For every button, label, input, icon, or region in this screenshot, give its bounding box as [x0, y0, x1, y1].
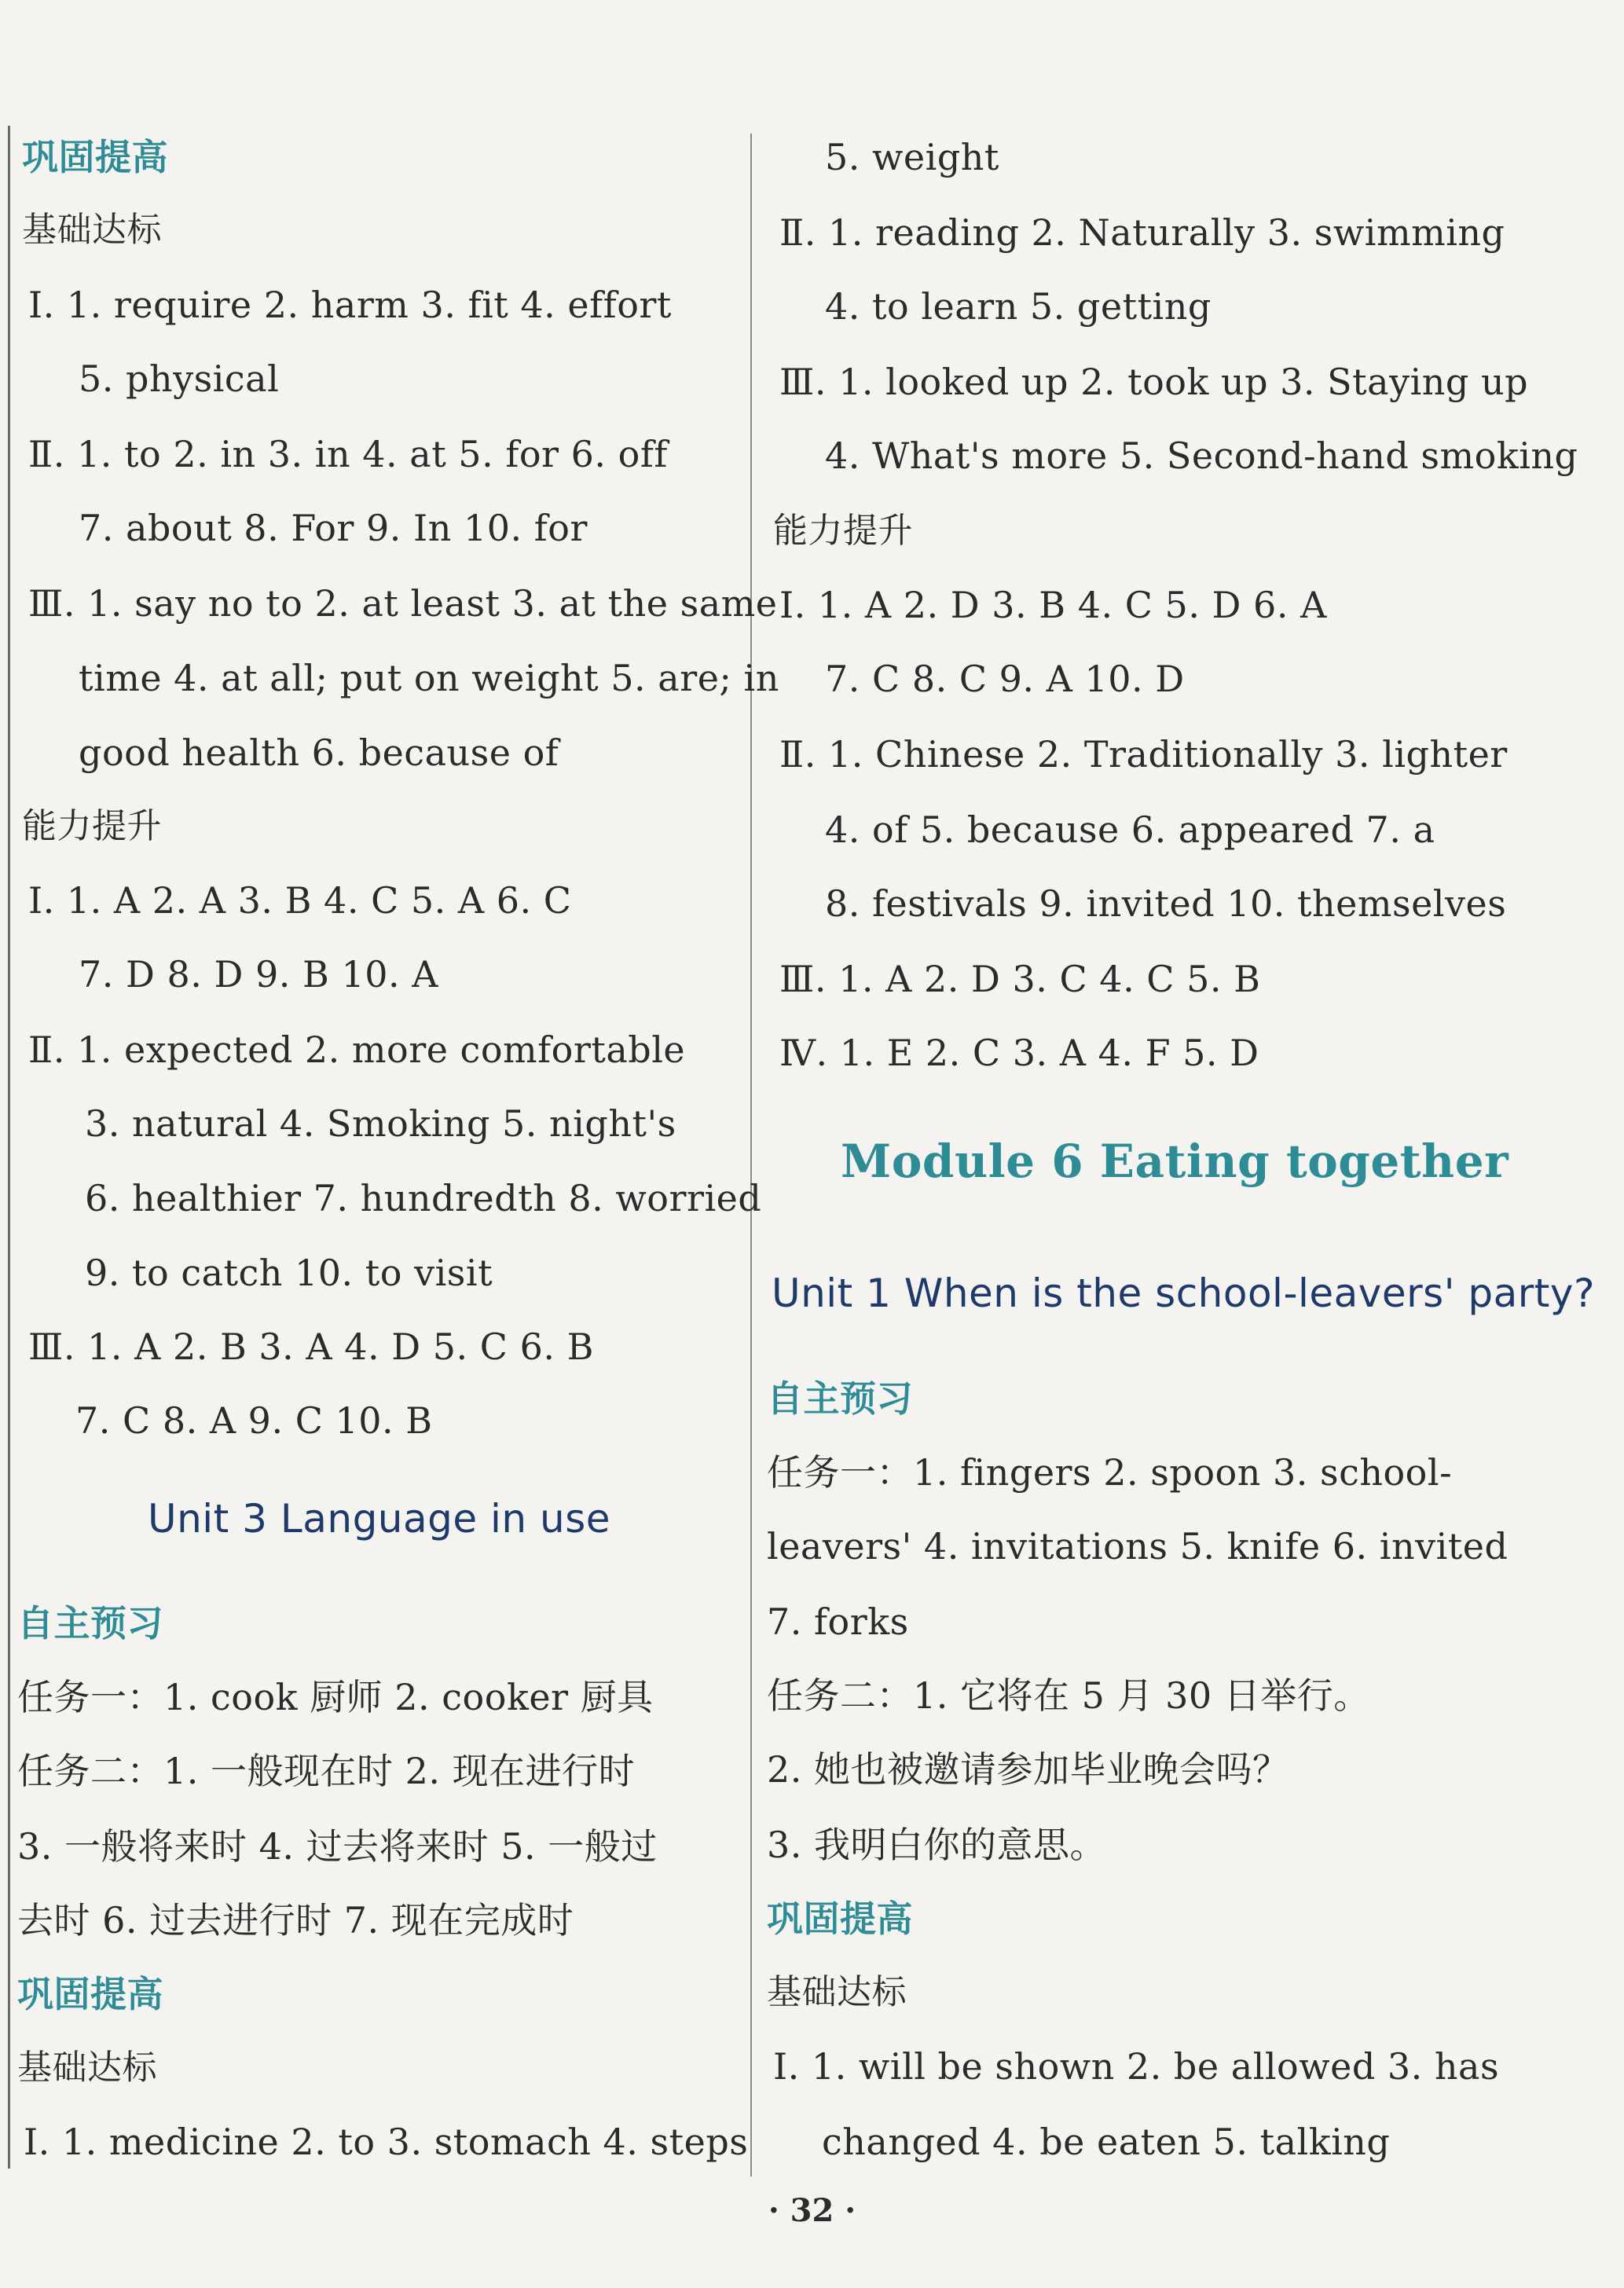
- subsection-heading: 基础达标: [22, 210, 162, 250]
- answer-line: 2. 她也被邀请参加毕业晚会吗？: [767, 1748, 1289, 1791]
- subsection-heading: 基础达标: [767, 1972, 907, 2012]
- answer-line: good health 6. because of: [79, 732, 559, 774]
- answer-line: 8. festivals 9. invited 10. themselves: [825, 882, 1507, 925]
- answer-line: changed 4. be eaten 5. talking: [822, 2121, 1391, 2163]
- answer-line: 任务二：1. 它将在 5 月 30 日举行。: [767, 1674, 1370, 1717]
- unit-title: Unit 3 Language in use: [148, 1496, 611, 1542]
- answer-line: 5. physical: [79, 358, 280, 400]
- answer-line: Ⅲ. 1. A 2. D 3. C 4. C 5. B: [779, 958, 1261, 1000]
- answer-line: Ⅲ. 1. say no to 2. at least 3. at the same: [28, 582, 778, 625]
- section-heading: 巩固提高: [767, 1898, 913, 1940]
- left-margin-rule: [8, 126, 10, 2169]
- answer-line: 任务二：1. 一般现在时 2. 现在进行时: [17, 1750, 636, 1792]
- answer-line: Ⅰ. 1. medicine 2. to 3. stomach 4. steps: [24, 2121, 749, 2163]
- answer-line: 9. to catch 10. to visit: [85, 1252, 493, 1294]
- answer-line: 7. C 8. A 9. C 10. B: [75, 1399, 433, 1442]
- answer-line: leavers' 4. invitations 5. knife 6. invited: [767, 1525, 1509, 1568]
- module-title: Module 6 Eating together: [841, 1135, 1509, 1188]
- subsection-heading: 基础达标: [17, 2048, 157, 2088]
- answer-line: Ⅰ. 1. will be shown 2. be allowed 3. has: [773, 2045, 1500, 2088]
- subsection-heading: 能力提升: [773, 511, 913, 551]
- section-heading: 自主预习: [17, 1602, 163, 1644]
- answer-line: 4. to learn 5. getting: [825, 285, 1212, 328]
- answer-line: 7. D 8. D 9. B 10. A: [79, 953, 438, 996]
- answer-line: Ⅱ. 1. reading 2. Naturally 3. swimming: [779, 211, 1505, 254]
- subsection-heading: 能力提升: [22, 806, 162, 846]
- answer-line: time 4. at all; put on weight 5. are; in: [79, 657, 779, 699]
- answer-line: 任务一：1. cook 厨师 2. cooker 厨具: [17, 1676, 654, 1718]
- section-heading: 巩固提高: [22, 136, 168, 178]
- answer-line: Ⅰ. 1. require 2. harm 3. fit 4. effort: [28, 284, 672, 326]
- section-heading: 自主预习: [767, 1377, 913, 1420]
- unit-title: Unit 1 When is the school-leavers' party?: [772, 1270, 1596, 1316]
- section-heading: 巩固提高: [17, 1973, 163, 2015]
- column-divider: [750, 134, 752, 2176]
- answer-line: 7. C 8. C 9. A 10. D: [825, 658, 1185, 700]
- answer-line: Ⅰ. 1. A 2. D 3. B 4. C 5. D 6. A: [779, 584, 1327, 626]
- answer-line: 任务一：1. fingers 2. spoon 3. school-: [767, 1451, 1453, 1494]
- answer-line: Ⅲ. 1. A 2. B 3. A 4. D 5. C 6. B: [28, 1326, 594, 1368]
- answer-line: 5. weight: [825, 136, 999, 178]
- answer-line: 3. 我明白你的意思。: [767, 1824, 1107, 1866]
- answer-line: Ⅰ. 1. A 2. A 3. B 4. C 5. A 6. C: [28, 879, 572, 922]
- answer-line: Ⅱ. 1. to 2. in 3. in 4. at 5. for 6. off: [28, 433, 668, 475]
- answer-line: 3. 一般将来时 4. 过去将来时 5. 一般过: [17, 1825, 658, 1868]
- answer-line: Ⅱ. 1. expected 2. more comfortable: [28, 1028, 686, 1071]
- answer-line: 7. about 8. For 9. In 10. for: [79, 507, 588, 549]
- page-number: · 32 ·: [768, 2192, 856, 2229]
- answer-line: 3. natural 4. Smoking 5. night's: [85, 1102, 676, 1145]
- answer-line: Ⅳ. 1. E 2. C 3. A 4. F 5. D: [779, 1032, 1259, 1074]
- answer-line: Ⅲ. 1. looked up 2. took up 3. Staying up: [779, 361, 1529, 403]
- answer-line: 6. healthier 7. hundredth 8. worried: [85, 1177, 762, 1219]
- answer-line: 4. of 5. because 6. appeared 7. a: [825, 808, 1435, 851]
- answer-line: 去时 6. 过去进行时 7. 现在完成时: [17, 1899, 574, 1942]
- answer-line: 4. What's more 5. Second-hand smoking: [825, 434, 1578, 477]
- answer-line: 7. forks: [767, 1600, 909, 1643]
- answer-line: Ⅱ. 1. Chinese 2. Traditionally 3. lighter: [779, 733, 1508, 776]
